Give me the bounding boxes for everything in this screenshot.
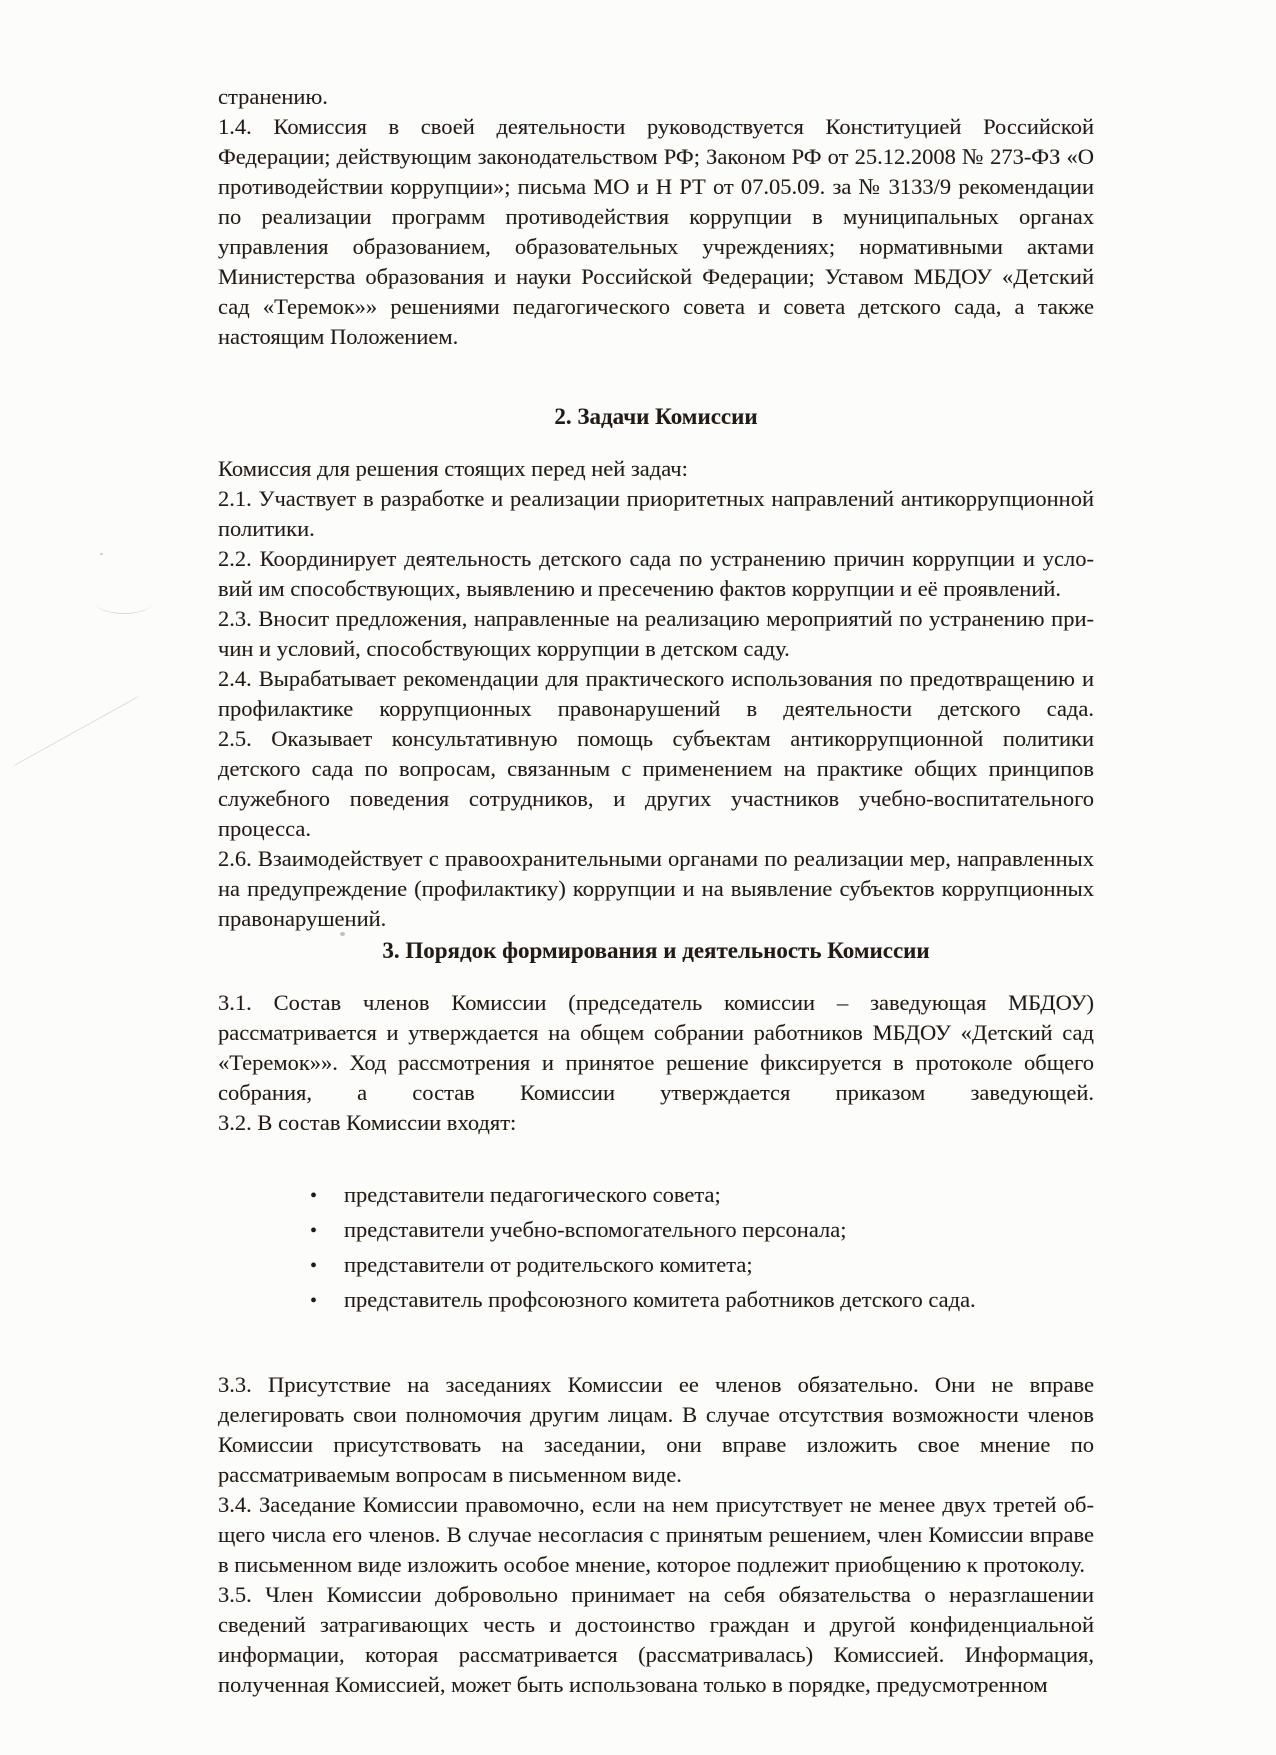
scan-artifact-curve bbox=[96, 592, 152, 614]
clause-2-4: 2.4. Вырабатывает рекомендации для практического использования по предотвращению и профилактике коррупционных правонарушений в деятельности детского сада. bbox=[218, 666, 1094, 721]
commission-members-list bbox=[218, 1178, 1094, 1318]
list-item bbox=[310, 1248, 1094, 1283]
section-2-heading: 2. Задачи Комиссии bbox=[554, 404, 758, 429]
clause-2-2: 2.2. Координирует деятельность детского сада по устранению причин коррупции и условий им способствующих, выявлению и пресечению фактов коррупции и её проявлений. bbox=[218, 546, 1094, 601]
bullet-icon: • bbox=[310, 1290, 318, 1312]
bullet-icon: • bbox=[310, 1185, 318, 1207]
scan-artifact-line bbox=[14, 696, 139, 766]
list-item bbox=[310, 1213, 1094, 1248]
clause-1-4: 1.4. Комиссия в своей деятельности руководствуется Конституцией Российской Федерации; действующим законодательством РФ; Законом РФ от 25.12.2008 № 273-ФЗ «О противодействии коррупции»; письма МО и Н РТ от 07.05.09. за № 3133/9 рекомендации по реализации программ противодействия коррупции в муниципальных органах управления образованием, образовательных учреждениях; нормативными актами Министерства образования и науки Российской Федерации; Уставом МБДОУ «Детский сад «Теремок»» решениями педагогического совета и совета детского сада, а также настоящим Положением. bbox=[218, 114, 1094, 349]
section-2-lead: Комиссия для решения стоящих перед ней задач: bbox=[218, 456, 688, 481]
clause-3-2: 3.2. В состав Комиссии входят: bbox=[218, 1110, 517, 1135]
member-label: представитель профсоюзного комитета работников детского сада. bbox=[344, 1287, 976, 1312]
clause-2-6: 2.6. Взаимодействует с правоохранительными органами по реализации мер, направленных на предупреждение (профилактику) коррупции и на выявление субъектов коррупционных правонарушений. bbox=[218, 846, 1094, 931]
clause-3-3: 3.3. Присутствие на заседаниях Комиссии ее членов обязательно. Они не вправе делегировать свои полномочия другим лицам. В случае отсутствия возможности членов Комиссии присутствовать на заседании, они вправе изложить свое мнение по рассматриваемым вопросам в письменном виде. bbox=[218, 1372, 1094, 1487]
clause-3-5: 3.5. Член Комиссии добровольно принимает на себя обязательства о неразглашении сведений затрагивающих честь и достоинство граждан и другой конфиденциальной информации, которая рассматривается (рассматривалась) Комиссией. Информация, полученная Комиссией, может быть использована только в порядке, предусмотренном bbox=[218, 1582, 1094, 1697]
list-item bbox=[310, 1178, 1094, 1213]
clause-2-5: 2.5. Оказывает консультативную помощь субъектам антикоррупционной политики детского сада по вопросам, связанным с применением на практике общих принципов служебного поведения сотрудников, и других участников учебно-воспитательного процесса. bbox=[218, 726, 1094, 841]
member-label: представители от родительского комитета; bbox=[344, 1252, 753, 1277]
document-text bbox=[218, 82, 1094, 1700]
clause-2-3: 2.3. Вносит предложения, направленные на реализацию мероприятий по устранению причин и условий, способствующих коррупции в детском саду. bbox=[218, 606, 1094, 661]
list-item bbox=[310, 1283, 1094, 1318]
section-3-heading: 3. Порядок формирования и деятельность Комиссии bbox=[382, 938, 930, 963]
scan-artifact-speck bbox=[100, 553, 103, 555]
continuation-fragment: странению. bbox=[218, 84, 328, 109]
clause-2-1: 2.1. Участвует в разработке и реализации приоритетных направлений антикоррупционной политики. bbox=[218, 486, 1094, 541]
clause-3-4: 3.4. Заседание Комиссии правомочно, если на нем присутствует не менее двух третей общего числа его членов. В случае несогласия с принятым решением, член Комиссии вправе в письменном виде изложить особое мнение, которое подлежит приобщению к протоколу. bbox=[218, 1492, 1094, 1577]
bullet-icon: • bbox=[310, 1220, 318, 1242]
member-label: представители педагогического совета; bbox=[344, 1182, 721, 1207]
member-label: представители учебно-вспомогательного персонала; bbox=[344, 1217, 847, 1242]
bullet-icon: • bbox=[310, 1255, 318, 1277]
clause-3-1: 3.1. Состав членов Комиссии (председатель комиссии – заведующая МБДОУ) рассматривается и утверждается на общем собрании работников МБДОУ «Детский сад «Теремок»». Ход рассмотрения и принятое решение фиксируется в протоколе общего собрания, а состав Комиссии утверждается приказом заведующей. bbox=[218, 990, 1094, 1105]
